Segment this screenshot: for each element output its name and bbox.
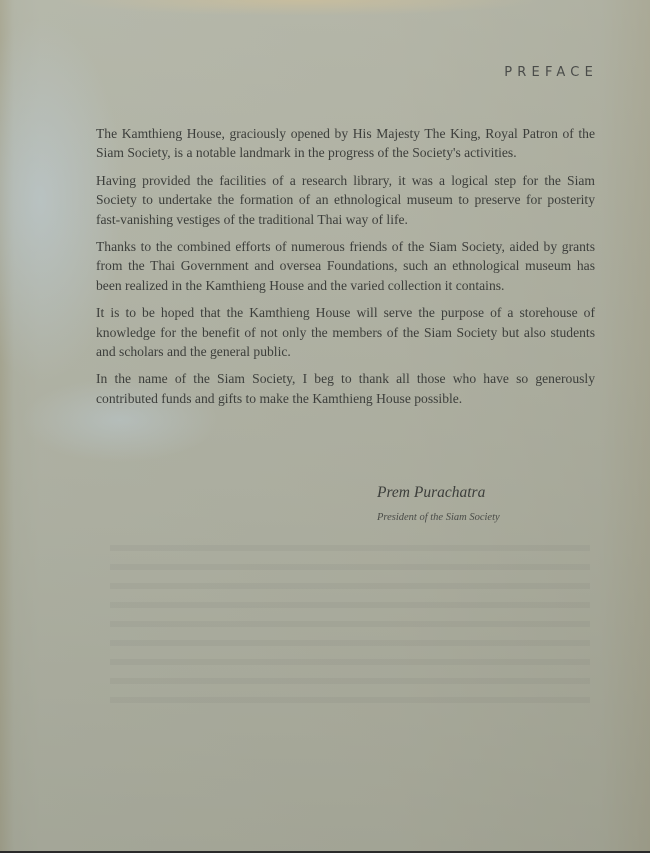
paragraph: Thanks to the combined efforts of numerous friends of the Siam Society, aided by grants from the Thai Government and oversea Foundations, such an ethnological museum has been realized in the Kamthieng House and the varied collection it contains.: [96, 239, 595, 293]
page-heading: PREFACE: [504, 65, 598, 80]
paragraph: Having provided the facilities of a research library, it was a logical step for the Siam Society to undertake the formation of an ethnological museum to preserve for posterity fast-vanishing vestiges of the traditional Thai way of life.: [96, 172, 595, 227]
preface-body: [96, 124, 595, 416]
show-through-texture: [110, 545, 590, 705]
signature-name: Prem Purachatra: [377, 484, 486, 501]
paragraph: It is to be hoped that the Kamthieng House will serve the purpose of a storehouse of knowledge for the benefit of not only the members of the Siam Society but also students and scholars and the general public.: [96, 305, 595, 360]
paragraph: In the name of the Siam Society, I beg to thank all those who have so generously contributed funds and gifts to make the Kamthieng House possible.: [96, 371, 595, 406]
signature-title: President of the Siam Society: [377, 512, 500, 523]
paragraph: The Kamthieng House, graciously opened by His Majesty The King, Royal Patron of the Siam Society, is a notable landmark in the progress of the Society's activities.: [96, 126, 595, 161]
